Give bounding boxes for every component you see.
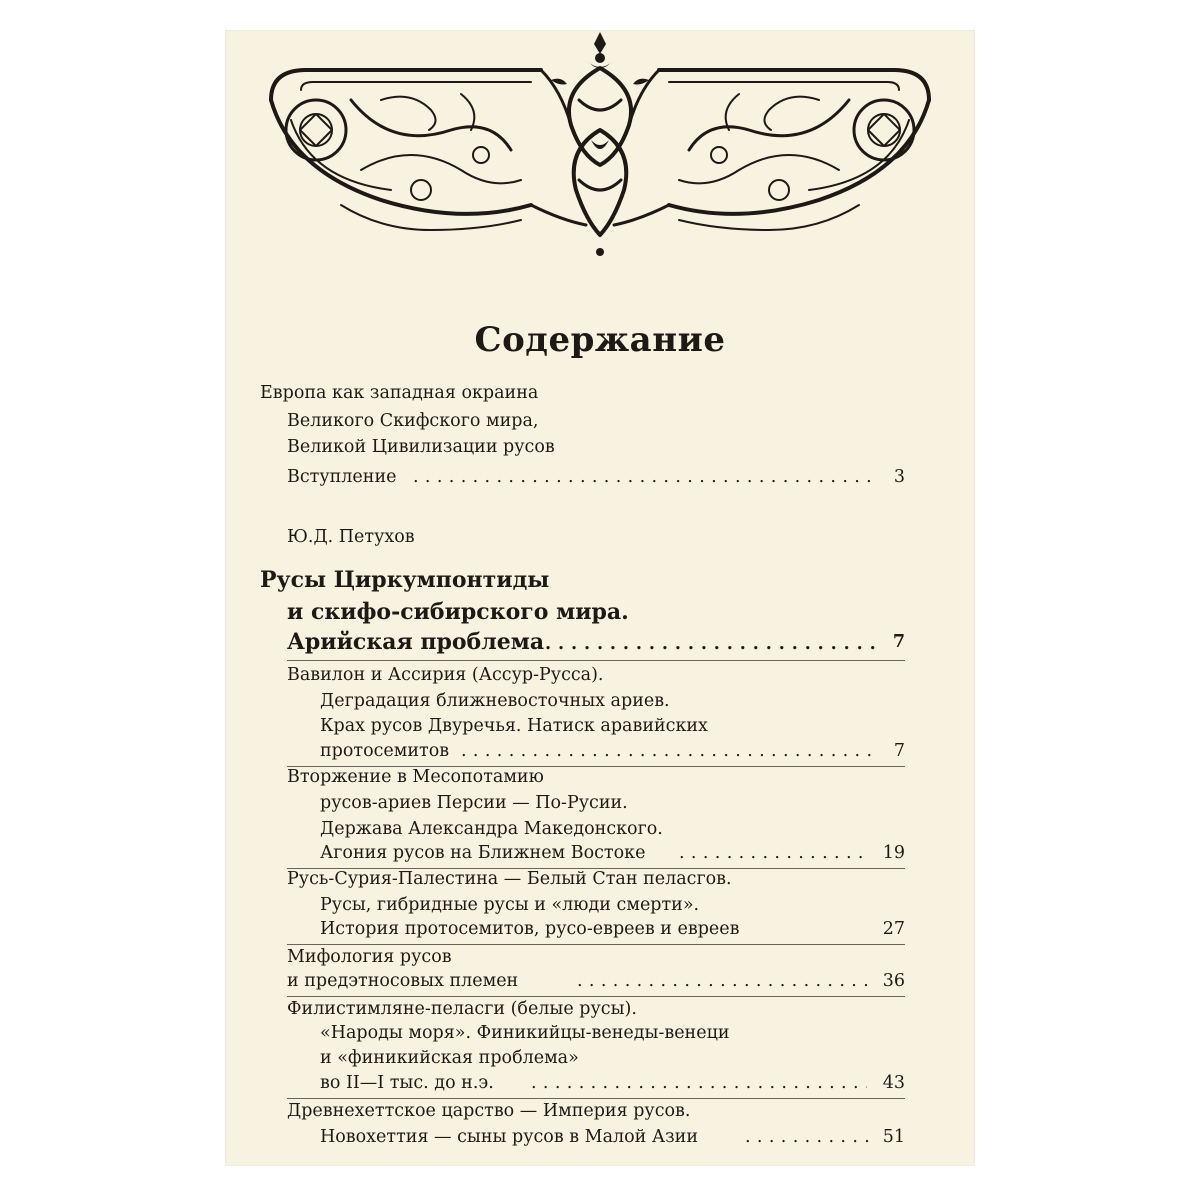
part-heading-line: Русы Циркумпонтиды [260, 567, 550, 593]
chapter-line: Русь-Сурия-Палестина — Белый Стан пеласгов. [287, 869, 732, 889]
dot-leader [545, 626, 875, 652]
intro-line: Великого Скифского мира, [287, 411, 539, 431]
chapter-line: Вторжение в Месопотамию [287, 767, 544, 787]
book-page [225, 30, 975, 1166]
part-heading-line: и скифо-сибирского мира. [287, 599, 629, 625]
chapter-line: Крах русов Двуречья. Натиск аравийских [320, 716, 708, 736]
page-number: 7 [892, 632, 905, 652]
author-name: Ю.Д. Петухов [287, 527, 415, 547]
chapter-line: Филистимляне-пеласги (белые русы). [287, 999, 637, 1019]
toc-entry-chapter[interactable]: Агония русов на Ближнем Востоке . . . 19 [225, 840, 975, 866]
toc-entry-intro[interactable]: Вступление . . . 3 [225, 464, 975, 490]
ornamental-headpiece-icon [261, 30, 939, 260]
toc-entry-chapter[interactable]: во II—I тыс. до н.э. . . . 43 [225, 1070, 975, 1096]
page-number: 27 [882, 919, 905, 939]
page-number: 36 [882, 971, 905, 991]
toc-entry-chapter[interactable]: История протосемитов, русо-евреев и евреев 27 [225, 916, 975, 942]
divider [287, 660, 905, 661]
chapter-line: Деградация ближневосточных ариев. [320, 691, 670, 711]
page-number: 7 [893, 741, 905, 761]
chapter-line: Древнехеттское царство — Империя русов. [287, 1101, 691, 1121]
dot-leader [679, 840, 869, 866]
toc-entry-chapter[interactable]: и предэтносовых племен . . . 36 [225, 968, 975, 994]
intro-line: Европа как западная окраина [260, 383, 539, 403]
page-number: 51 [882, 1127, 905, 1147]
toc-entry-chapter[interactable]: Новохеттия — сыны русов в Малой Азии . . . 51 [225, 1124, 975, 1150]
chapter-line: «Народы моря». Финикийцы-венеды-венеци [320, 1023, 730, 1043]
chapter-line: русов-ариев Персии — По-Русии. [320, 793, 628, 813]
page-title: Содержание [474, 320, 726, 360]
toc-entry-part[interactable]: Арийская проблема . . . 7 [225, 626, 975, 658]
page-number: 43 [882, 1073, 905, 1093]
chapter-line: Русы, гибридные русы и «люди смерти». [320, 895, 700, 915]
toc-entry-chapter[interactable]: протосемитов . . . 7 [225, 738, 975, 764]
chapter-line: Держава Александра Македонского. [320, 819, 663, 839]
chapter-line: Вавилон и Ассирия (Ассур-Русса). [287, 665, 604, 685]
chapter-line: Мифология русов [287, 947, 452, 967]
chapter-line: и «финикийская проблема» [320, 1048, 579, 1068]
dot-leader [413, 464, 875, 490]
page-number: 19 [882, 843, 905, 863]
page-number: 3 [893, 467, 905, 487]
dot-leader [531, 1070, 867, 1096]
dot-leader [577, 968, 867, 994]
intro-line: Великой Цивилизации русов [287, 437, 555, 457]
dot-leader [461, 738, 875, 764]
dot-leader [745, 1124, 869, 1150]
